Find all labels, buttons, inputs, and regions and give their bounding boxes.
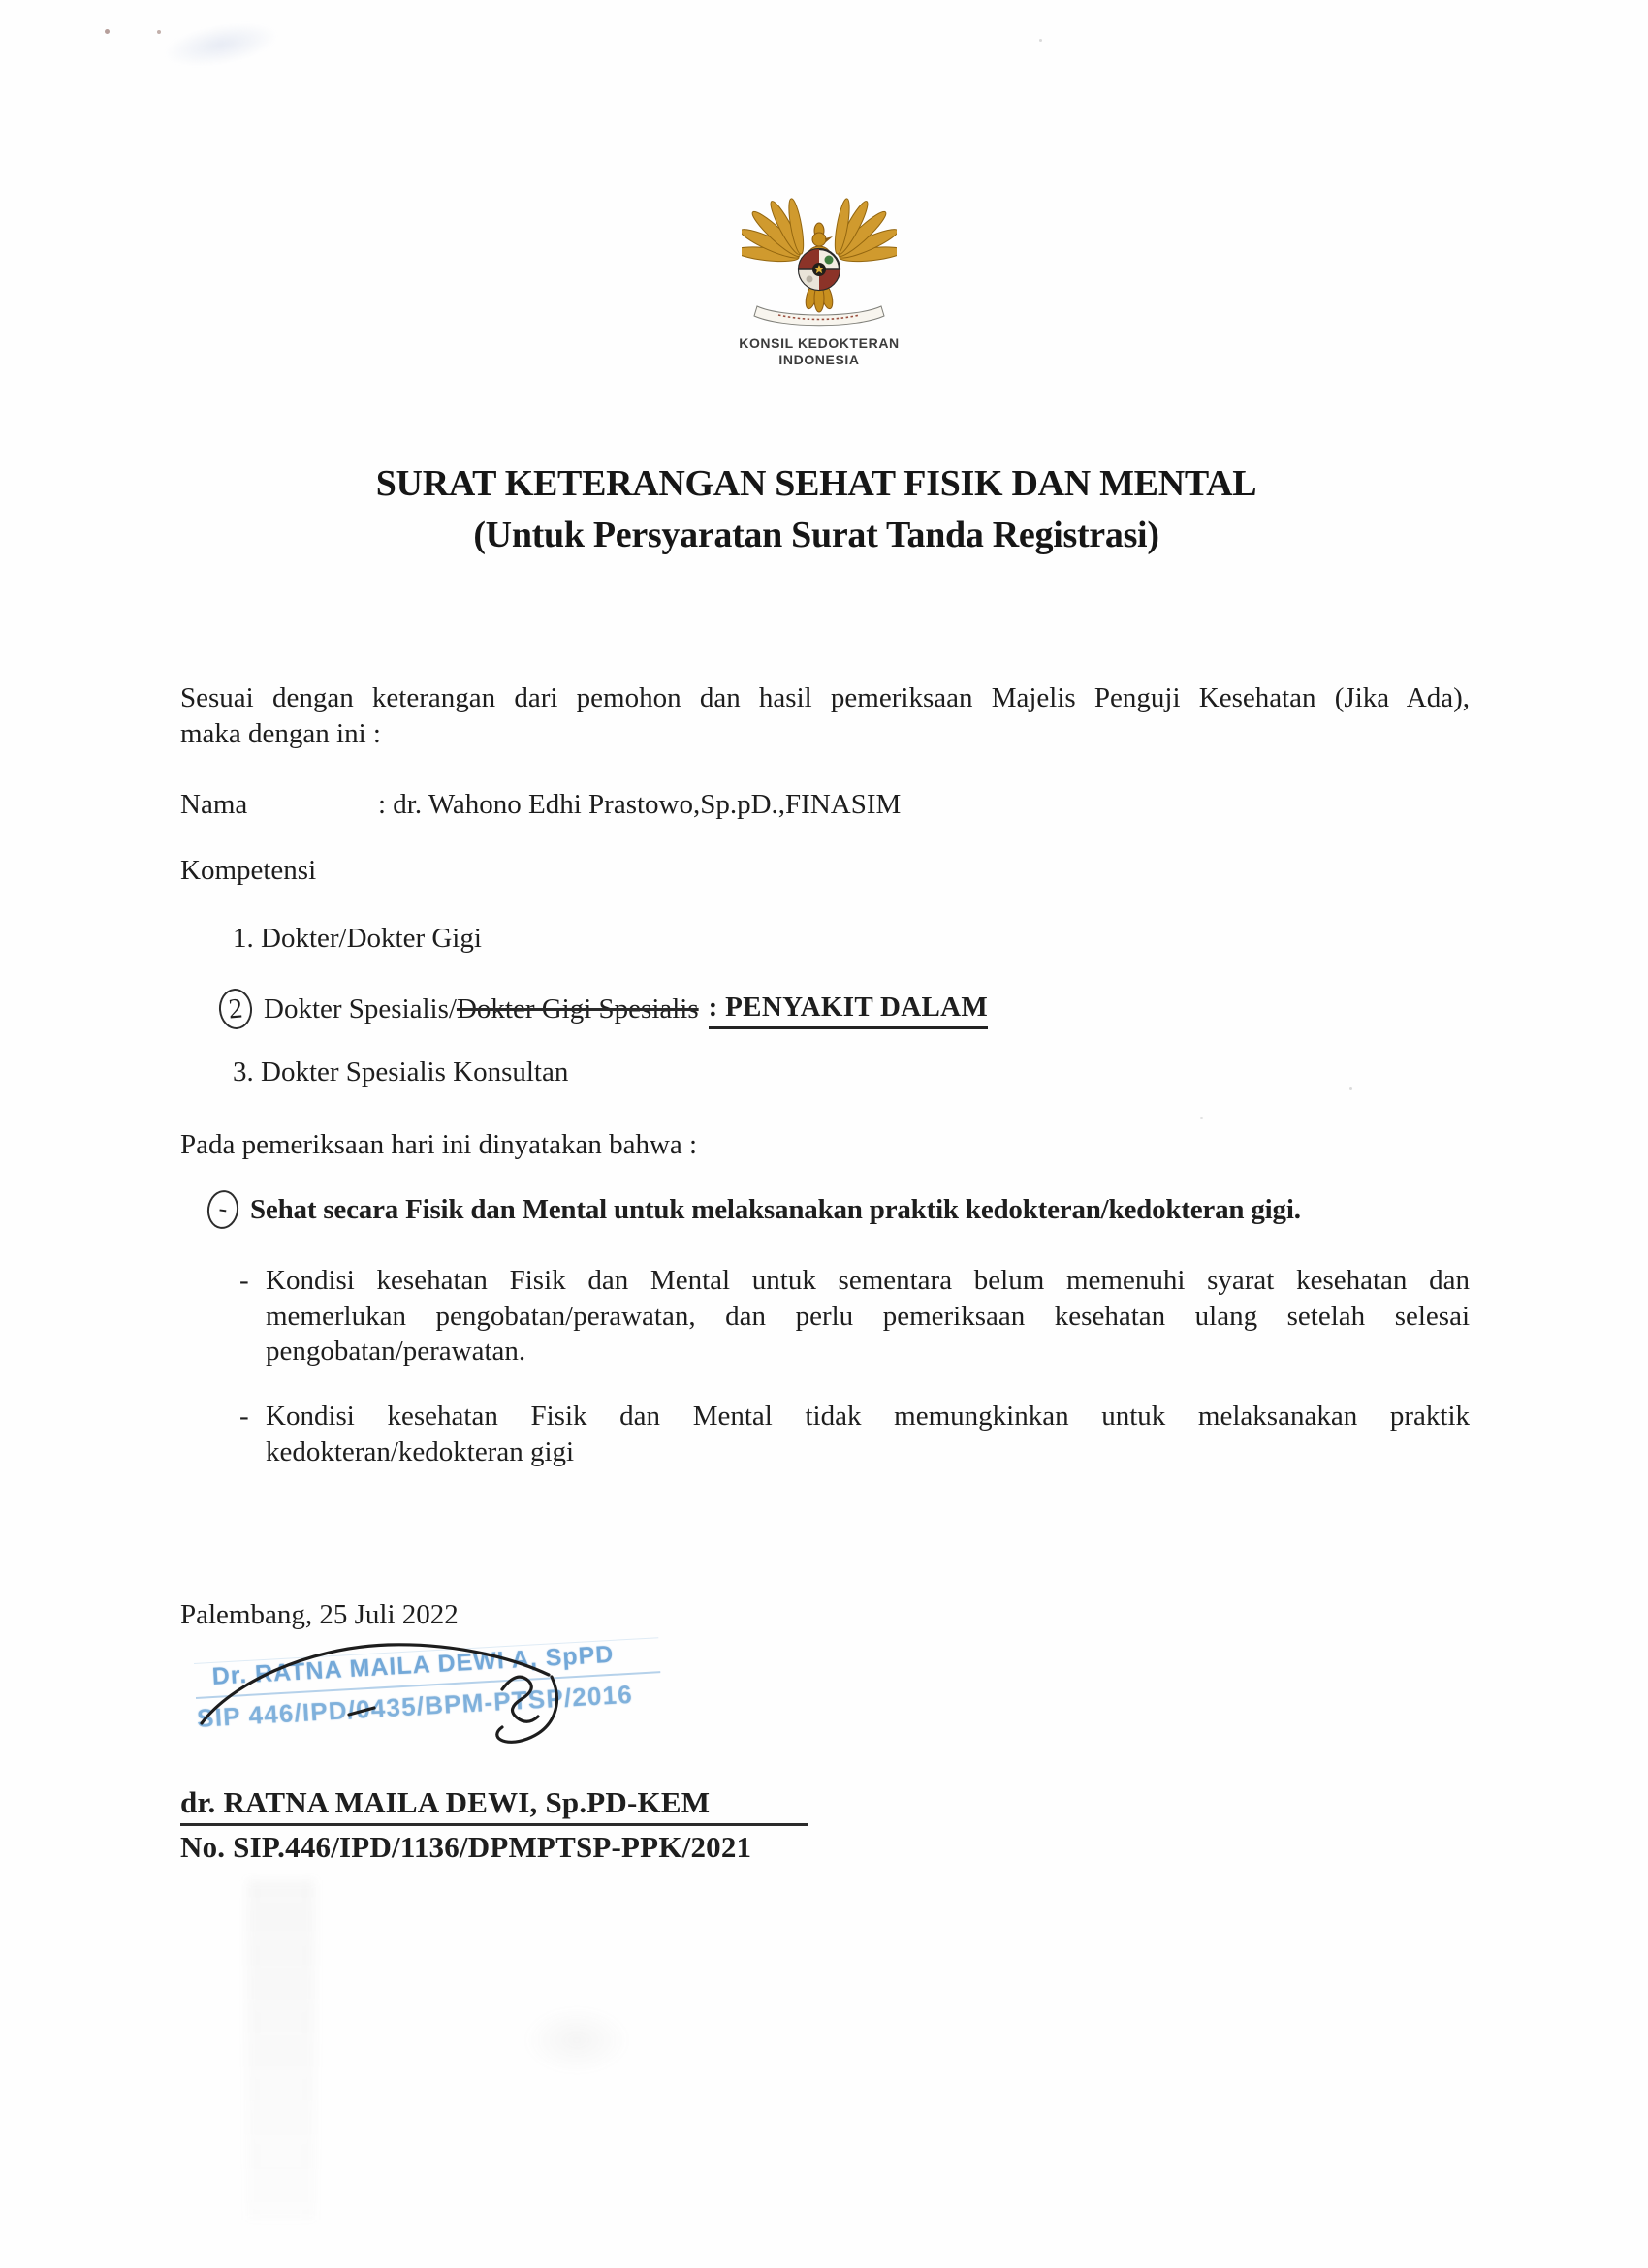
scan-smudge: [160, 16, 281, 74]
item2-struck-text: Dokter Gigi Spesialis: [456, 992, 699, 1024]
title-line2: (Untuk Persyaratan Surat Tanda Registrasi): [473, 515, 1159, 555]
statement-intro: Pada pemeriksaan hari ini dinyatakan bahwa :: [180, 1129, 698, 1160]
item2-text: Dokter Spesialis/: [264, 992, 457, 1024]
option2-line2: memerlukan pengobatan/perawatan, dan perlu pemeriksaan kesehatan ulang setelah selesai: [266, 1300, 1470, 1332]
circled-dash-marker: -: [205, 1188, 240, 1231]
doctor-sip-number: No. SIP.446/IPD/1136/DPMPTSP-PPK/2021: [180, 1830, 752, 1864]
circled-2-marker: 2: [217, 988, 254, 1031]
stamp-sip: SIP 446/IPD/0435/BPM-PTSP/2016: [196, 1679, 634, 1733]
intro-line1: Sesuai dengan keterangan dari pemohon dan hasil pemeriksaan Majelis Penguji Kesehatan (Jika Ada),: [180, 682, 1470, 713]
item1-text: Dokter/Dokter Gigi: [261, 923, 482, 954]
item3-text: Dokter Spesialis Konsultan: [261, 1056, 569, 1087]
scan-streak: [247, 1880, 315, 2220]
title-line1: SURAT KETERANGAN SEHAT FISIK DAN MENTAL: [375, 463, 1257, 504]
name-label: Nama: [180, 789, 248, 820]
statement-option-checked: [207, 1190, 1301, 1229]
item2-result: : PENYAKIT DALAM: [709, 990, 988, 1029]
garuda-pancasila-emblem-icon: [742, 186, 897, 333]
scan-speck: [105, 29, 110, 34]
handwritten-signature: [174, 1634, 620, 1762]
scan-speck: [1200, 1117, 1203, 1119]
competence-item-3: [233, 1055, 568, 1090]
option2-line3: pengobatan/perawatan.: [266, 1336, 526, 1367]
statement-option-2: [239, 1263, 1470, 1370]
item1-marker: 1.: [233, 923, 254, 954]
stamp-name: Dr. RATNA MAILA DEWI A, SpPD: [194, 1637, 660, 1699]
scan-speck: [1039, 39, 1042, 42]
letter-title: [0, 458, 1640, 561]
option2-line1: Kondisi kesehatan Fisik dan Mental untuk sementara belum memenuhi syarat kesehatan dan: [266, 1265, 1470, 1296]
statement-checked-text: Sehat secara Fisik dan Mental untuk melaksanakan praktik kedokteran/kedokteran gigi.: [250, 1193, 1301, 1225]
item3-marker: 3.: [233, 1056, 254, 1087]
scan-smudge: [523, 2006, 630, 2074]
intro-paragraph: [180, 680, 1470, 752]
letterhead: [734, 186, 904, 368]
competence-item-1: [233, 921, 482, 957]
competence-item-2: [219, 989, 988, 1029]
scan-speck: [1349, 1087, 1352, 1090]
name-value: : dr. Wahono Edhi Prastowo,Sp.pD.,FINASIM: [378, 789, 902, 820]
emblem-caption-line2: INDONESIA: [778, 352, 860, 367]
doctor-name: dr. RATNA MAILA DEWI, Sp.PD-KEM: [180, 1785, 808, 1826]
option3-line2: kedokteran/kedokteran gigi: [266, 1435, 575, 1467]
intro-line2: maka dengan ini :: [180, 718, 381, 749]
option3-line1: Kondisi kesehatan Fisik dan Mental tidak memungkinkan untuk melaksanakan praktik: [266, 1401, 1470, 1432]
emblem-caption-line1: KONSIL KEDOKTERAN: [739, 335, 900, 351]
dash-marker: -: [239, 1401, 249, 1432]
statement-option-3: [239, 1399, 1470, 1469]
competence-label: Kompetensi: [180, 855, 317, 886]
place-and-date: Palembang, 25 Juli 2022: [180, 1599, 459, 1630]
name-row: [180, 787, 1470, 823]
scan-speck: [157, 30, 161, 34]
dash-marker: -: [239, 1265, 249, 1296]
